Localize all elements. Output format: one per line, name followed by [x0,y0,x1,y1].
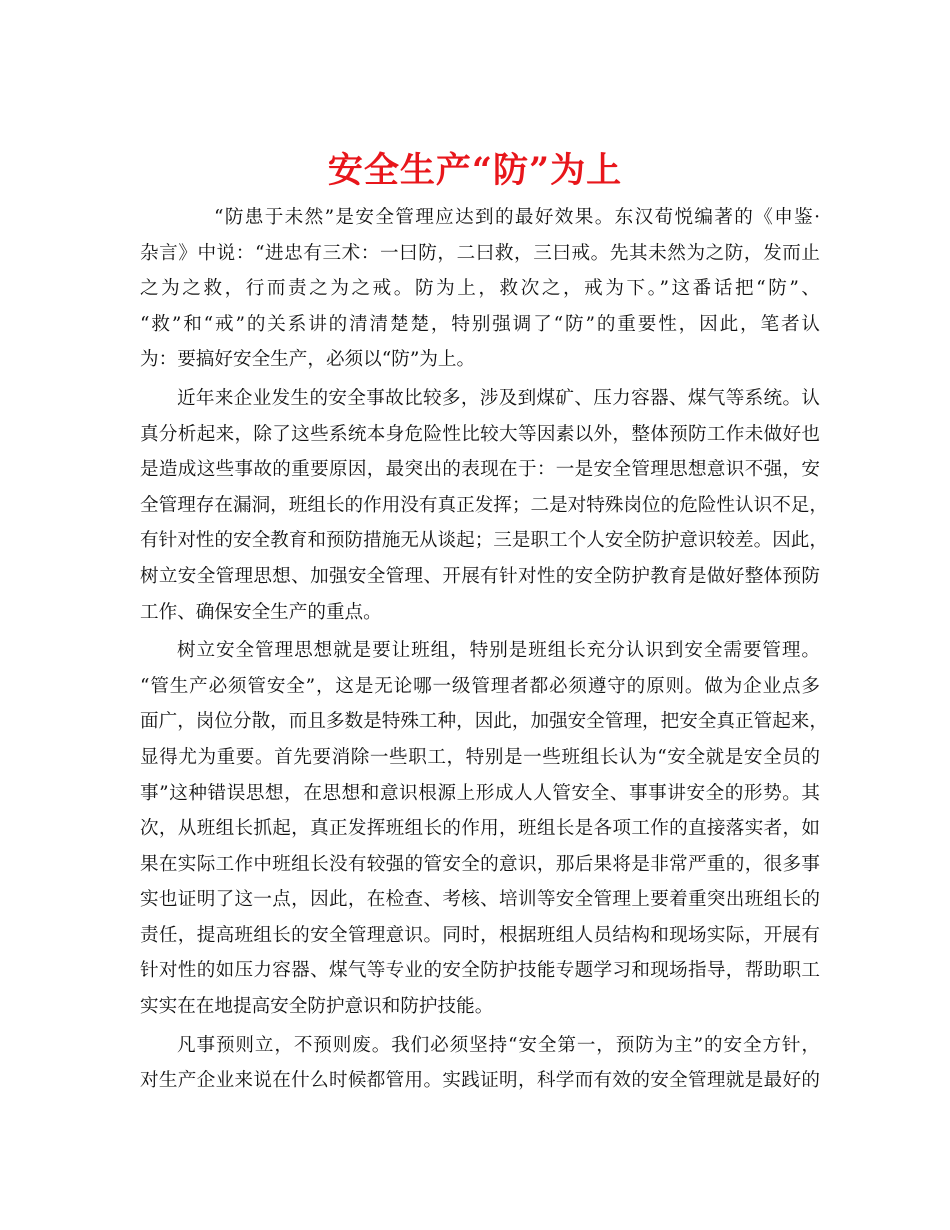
paragraph-line: 树立安全管理思想就是要让班组，特别是班组长充分认识到安全需要管理。 [177,640,820,662]
paragraph [140,381,828,630]
paragraph-line: 果在实际工作中班组长没有较强的管安全的意识，那后果将是非常严重的，很多事 [140,853,820,875]
paragraph-line: 责任，提高班组长的安全管理意识。同时，根据班组人员结构和现场实际，开展有 [140,924,820,946]
paragraph-line: 面广，岗位分散，而且多数是特殊工种，因此，加强安全管理，把安全真正管起来， [140,711,828,733]
paragraph-line: 之为之救，行而责之为之戒。防为上，救次之，戒为下。”这番话把“防”、 [140,278,820,300]
paragraph-line: 实实在在地提高安全防护意识和防护技能。 [140,996,494,1018]
paragraph-line: 工作、确保安全生产的重点。 [140,601,382,623]
paragraph-line: 显得尤为重要。首先要消除一些职工，特别是一些班组长认为“安全就是安全员的 [140,746,820,768]
paragraph-line: “管生产必须管安全”，这是无论哪一级管理者都必须遵守的原则。做为企业点多 [140,675,820,697]
paragraph [140,200,820,378]
paragraph-line: 真分析起来，除了这些系统本身危险性比较大等因素以外，整体预防工作未做好也 [140,423,820,445]
paragraph-line: 凡事预则立，不预则废。我们必须坚持“安全第一，预防为主”的安全方针， [177,1034,820,1056]
document-title: 安全生产“防”为上 [327,150,623,192]
paragraph-line: 为：要搞好安全生产，必须以“防”为上。 [140,349,476,371]
paragraph-line: “防患于未然”是安全管理应达到的最好效果。东汉荀悦编著的《申鉴· [214,207,820,228]
paragraph-line: 对生产企业来说在什么时候都管用。实践证明，科学而有效的安全管理就是最好的 [140,1070,820,1092]
paragraph-line: 是造成这些事故的重要原因，最突出的表现在于：一是安全管理思想意识不强，安 [140,459,820,481]
paragraph-line: 杂言》中说：“进忠有三术：一曰防，二曰救，三曰戒。先其未然为之防，发而止 [140,242,820,264]
document-body [140,200,828,1102]
paragraph-line: 有针对性的安全教育和预防措施无从谈起；三是职工个人安全防护意识较差。因此， [140,530,828,552]
paragraph-line: 近年来企业发生的安全事故比较多，涉及到煤矿、压力容器、煤气等系统。认 [177,387,820,409]
paragraph-line: 针对性的如压力容器、煤气等专业的安全防护技能专题学习和现场指导，帮助职工 [140,960,820,982]
paragraph-line: “救”和“戒”的关系讲的清清楚楚，特别强调了“防”的重要性，因此，笔者认 [140,313,820,335]
paragraph-line: 全管理存在漏洞，班组长的作用没有真正发挥；二是对特殊岗位的危险性认识不足， [140,494,828,516]
paragraph [140,633,828,1025]
paragraph-line: 实也证明了这一点，因此，在检查、考核、培训等安全管理上要着重突出班组长的 [140,889,820,911]
paragraph [140,1028,820,1099]
paragraph-line: 树立安全管理思想、加强安全管理、开展有针对性的安全防护教育是做好整体预防 [140,565,820,587]
paragraph-line: 事”这种错误思想，在思想和意识根源上形成人人管安全、事事讲安全的形势。其 [140,782,820,804]
paragraph-line: 次，从班组长抓起，真正发挥班组长的作用，班组长是各项工作的直接落实者，如 [140,818,820,840]
